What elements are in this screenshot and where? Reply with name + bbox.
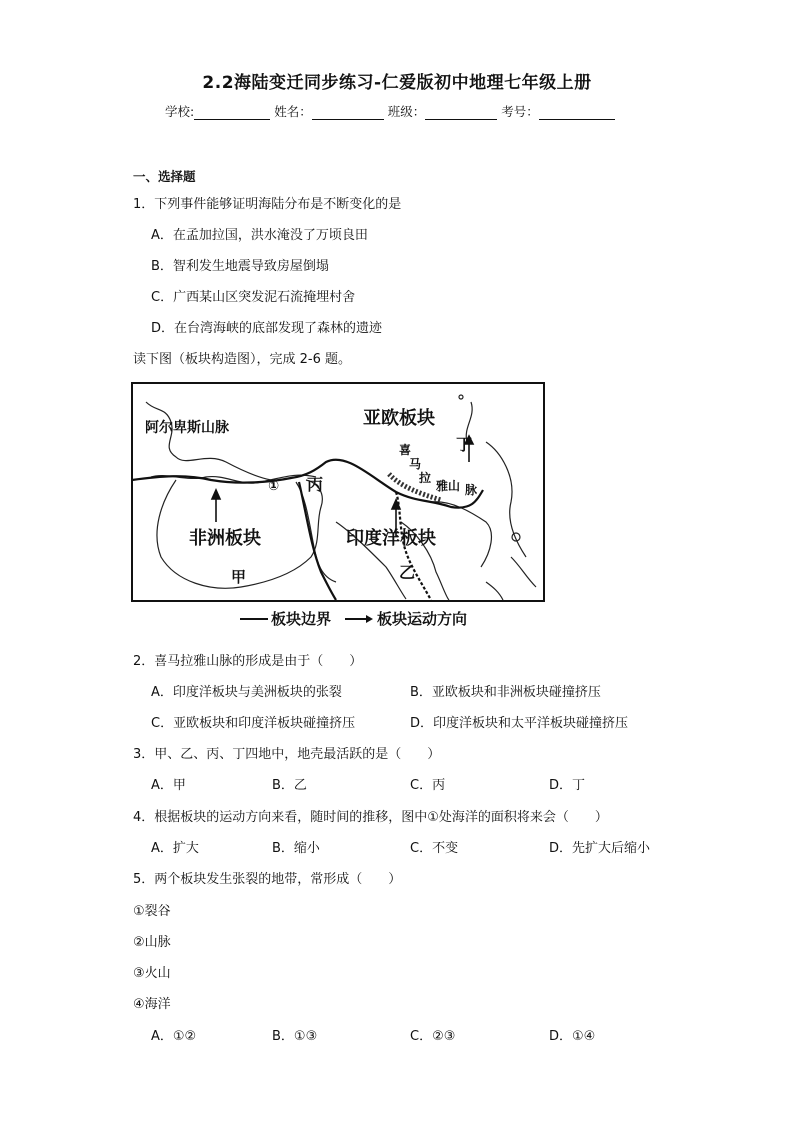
label-ding: 丁 (456, 435, 473, 454)
label-xi: 喜 (399, 443, 412, 457)
label-mai: 脉 (465, 483, 478, 497)
q5-option-c[interactable]: C．②③ (410, 1029, 456, 1044)
boundary-line-icon (240, 618, 268, 620)
q4-option-a[interactable]: A．扩大 (151, 841, 199, 856)
section-heading: 一、选择题 (133, 169, 196, 184)
plate-map (131, 382, 545, 602)
q3-option-d[interactable]: D．丁 (549, 778, 586, 793)
q1-stem: 1．下列事件能够证明海陆分布是不断变化的是 (133, 197, 402, 212)
q5-option-a[interactable]: A．①② (151, 1029, 197, 1044)
q3-option-c[interactable]: C．丙 (410, 778, 446, 793)
q1-option-d[interactable]: D．在台湾海峡的底部发现了森林的遗迹 (151, 321, 383, 336)
q5-item-4: ④海洋 (133, 997, 171, 1012)
q2-option-c[interactable]: C．亚欧板块和印度洋板块碰撞挤压 (151, 716, 356, 731)
q1-option-c[interactable]: C．广西某山区突发泥石流掩埋村舍 (151, 290, 356, 305)
student-info-row (165, 102, 619, 120)
school-blank[interactable] (194, 105, 270, 120)
q4-stem: 4．根据板块的运动方向来看，随时间的推移，图中①处海洋的面积将来会（ ） (133, 810, 608, 825)
q5-option-b[interactable]: B．①③ (272, 1029, 318, 1044)
q2-option-a[interactable]: A．印度洋板块与美洲板块的张裂 (151, 685, 342, 700)
label-bing: 丙 (307, 475, 324, 494)
q4-option-c[interactable]: C．不变 (410, 841, 459, 856)
q5-stem: 5．两个板块发生张裂的地带，常形成（ ） (133, 872, 402, 887)
q1-option-b[interactable]: B．智利发生地震导致房屋倒塌 (151, 259, 329, 274)
label-marker-1: ① (268, 479, 280, 494)
map-legend (240, 608, 467, 629)
q5-item-1: ①裂谷 (133, 904, 171, 919)
label-jia: 甲 (231, 568, 247, 586)
exam-no-blank[interactable] (539, 105, 615, 120)
q2-stem: 2．喜马拉雅山脉的形成是由于（ ） (133, 654, 363, 669)
class-label: 班级： (387, 104, 426, 119)
q4-option-b[interactable]: B．缩小 (272, 841, 320, 856)
q3-option-a[interactable]: A．甲 (151, 778, 186, 793)
name-label: 姓名： (274, 104, 312, 119)
label-eurasian-plate: 亚欧板块 (363, 408, 435, 429)
q2-option-b[interactable]: B．亚欧板块和非洲板块碰撞挤压 (410, 685, 601, 700)
exam-no-label: 考号： (501, 104, 539, 119)
q3-option-b[interactable]: B．乙 (272, 778, 307, 793)
label-african-plate: 非洲板块 (189, 528, 261, 549)
q4-option-d[interactable]: D．先扩大后缩小 (549, 841, 651, 856)
label-yashan: 雅山 (436, 479, 461, 493)
legend-boundary: 板块边界 (271, 610, 332, 628)
class-blank[interactable] (425, 105, 497, 120)
name-blank[interactable] (312, 105, 384, 120)
label-la: 拉 (419, 471, 432, 485)
school-label: 学校: (165, 104, 195, 119)
q5-option-d[interactable]: D．①④ (549, 1029, 596, 1044)
label-indian-plate: 印度洋板块 (346, 528, 436, 549)
direction-arrow-icon (345, 618, 371, 620)
label-ma: 马 (409, 457, 422, 471)
label-yi: 乙 (399, 563, 416, 582)
q2-option-d[interactable]: D．印度洋板块和太平洋板块碰撞挤压 (410, 716, 629, 731)
label-alps: 阿尔卑斯山脉 (145, 420, 229, 436)
reading-instruction: 读下图（板块构造图），完成 2-6 题。 (133, 352, 351, 367)
legend-direction: 板块运动方向 (377, 610, 468, 628)
page-title: 2.2海陆变迁同步练习-仁爱版初中地理七年级上册 (202, 73, 592, 93)
q5-item-3: ③火山 (133, 966, 171, 981)
q5-item-2: ②山脉 (133, 935, 171, 950)
q3-stem: 3．甲、乙、丙、丁四地中，地壳最活跃的是（ ） (133, 747, 441, 762)
q1-option-a[interactable]: A．在孟加拉国，洪水淹没了万顷良田 (151, 228, 368, 243)
